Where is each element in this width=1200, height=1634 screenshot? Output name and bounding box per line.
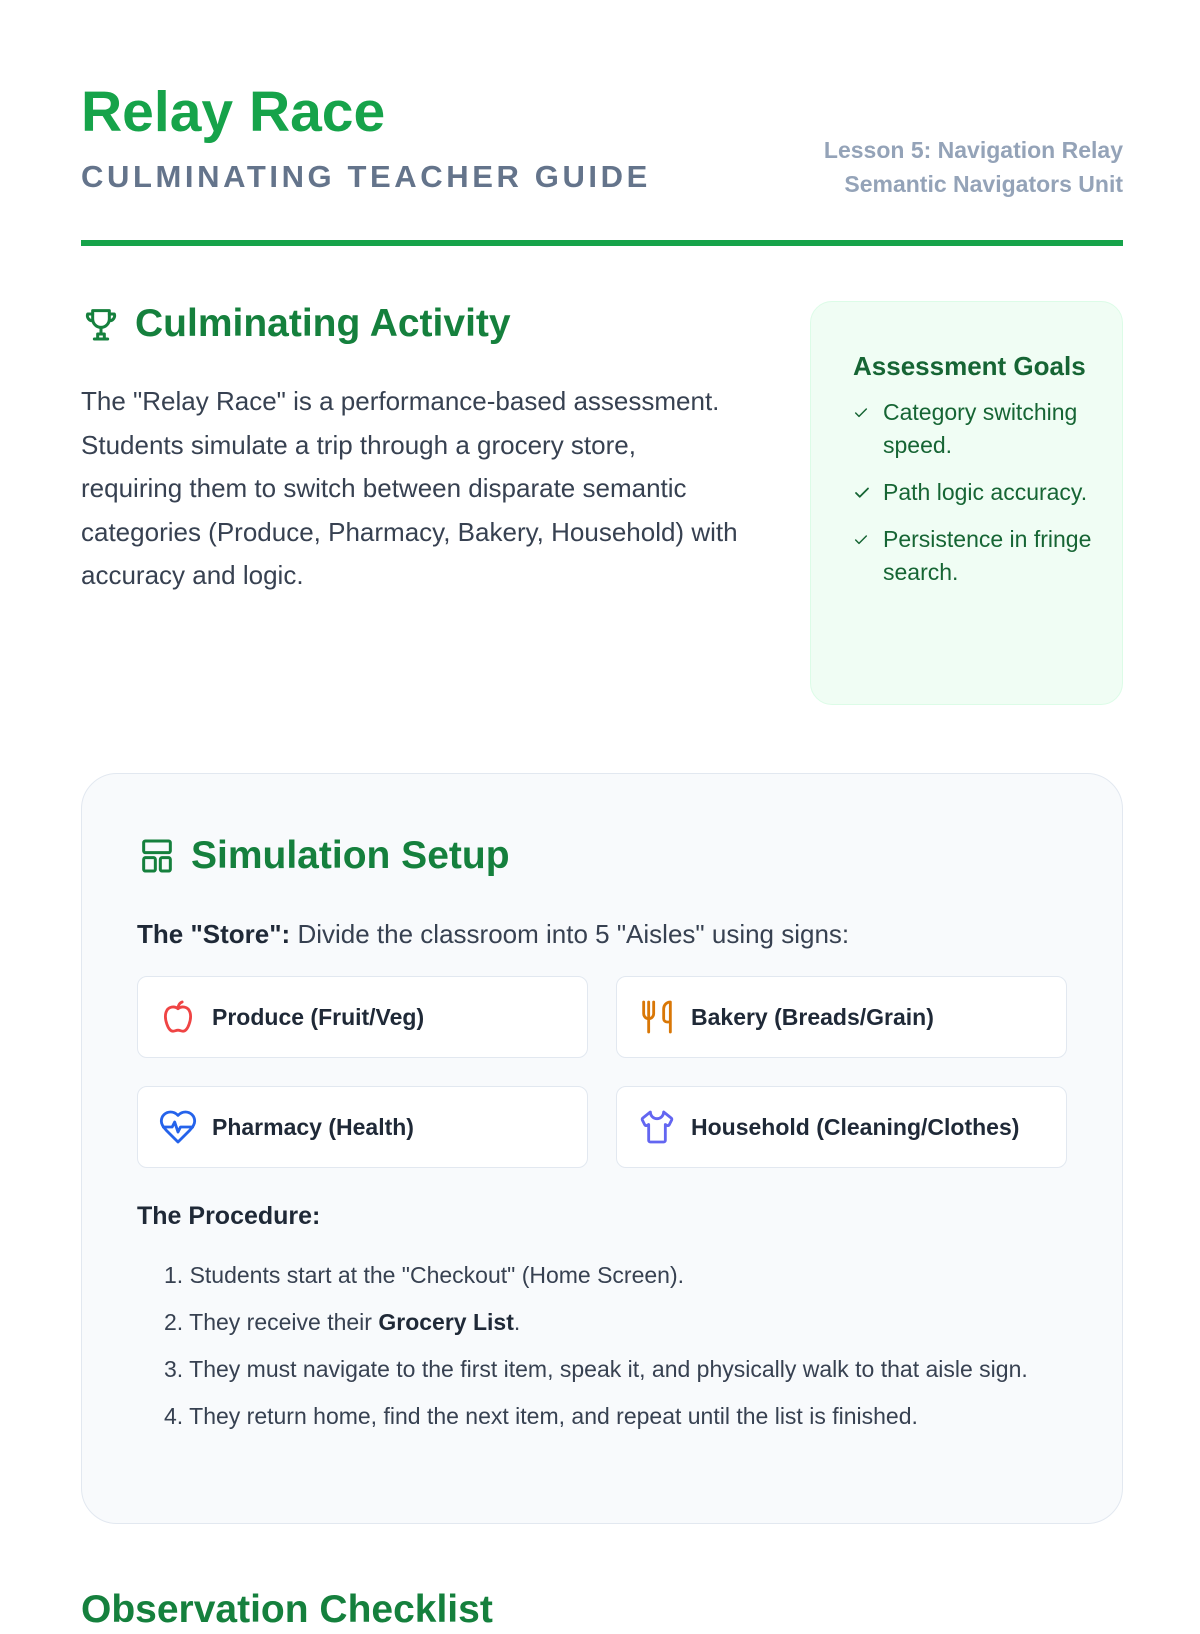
culminating-activity-title: Culminating Activity: [135, 302, 511, 345]
aisle-label: Bakery (Breads/Grain): [691, 1003, 934, 1030]
page-subtitle: CULMINATING TEACHER GUIDE: [81, 159, 651, 194]
goal-text: Persistence in fringe search.: [883, 526, 1092, 585]
shirt-icon: [637, 1107, 677, 1147]
store-instructions: [137, 914, 849, 954]
check-icon: [853, 396, 871, 429]
procedure-step: 4. They return home, find the next item, and repeat until the list is finished.: [164, 1403, 918, 1429]
goal-item: [853, 476, 1092, 509]
grocery-list-term: Grocery List: [378, 1309, 514, 1335]
assessment-goals-list: [853, 396, 1092, 589]
aisle-card-produce: [137, 976, 588, 1058]
header-divider: [81, 240, 1123, 246]
aisle-card-bakery: [616, 976, 1067, 1058]
goal-text: Path logic accuracy.: [883, 479, 1088, 505]
goal-text: Category switching speed.: [883, 399, 1078, 458]
teacher-guide-page: [81, 0, 1123, 1429]
procedure-list: [164, 1258, 1064, 1446]
goal-item: [853, 396, 1092, 462]
store-text: Divide the classroom into 5 "Aisles" using signs:: [290, 919, 850, 949]
check-icon: [853, 476, 871, 509]
page-title: Relay Race: [81, 80, 386, 144]
aisle-card-pharmacy: [137, 1086, 588, 1168]
goal-item: [853, 523, 1092, 589]
aisle-label: Pharmacy (Health): [212, 1113, 414, 1140]
culminating-activity-heading: [81, 300, 741, 348]
trophy-icon: [81, 304, 121, 344]
store-label: The "Store":: [137, 919, 291, 949]
aisle-label: Household (Cleaning/Clothes): [691, 1113, 1020, 1140]
layout-icon: [137, 836, 177, 876]
observation-checklist-heading: Observation Checklist: [81, 1588, 493, 1631]
procedure-step: 3. They must navigate to the first item, speak it, and physically walk to that aisle sign.: [164, 1356, 1028, 1382]
procedure-step: 1. Students start at the "Checkout" (Home Screen).: [164, 1262, 685, 1288]
utensils-icon: [637, 997, 677, 1037]
procedure-step-text: 2. They receive their: [164, 1309, 379, 1335]
procedure-step: [164, 1305, 1064, 1339]
apple-icon: [158, 997, 198, 1037]
simulation-setup-heading: [137, 832, 510, 880]
aisle-grid: [137, 976, 1069, 1168]
simulation-setup-section: [81, 773, 1123, 1524]
aisle-label: Produce (Fruit/Veg): [212, 1003, 425, 1030]
page-header: [81, 0, 1123, 247]
unit-label: Semantic Navigators Unit: [844, 171, 1123, 197]
check-icon: [853, 523, 871, 556]
assessment-goals-title: Assessment Goals: [853, 351, 1086, 381]
procedure-title: The Procedure:: [137, 1202, 321, 1230]
aisle-card-household: [616, 1086, 1067, 1168]
assessment-goals-card: [810, 301, 1123, 705]
lesson-info: [824, 133, 1123, 201]
activity-description: The "Relay Race" is a performance-based assessment. Students simulate a trip through a grocery store, requiring them to switch between disparate semantic categories (Produce, Pharmacy, Bakery, Household) with accuracy and logic.: [81, 386, 738, 590]
culminating-activity-section: [81, 300, 741, 598]
heart-pulse-icon: [158, 1107, 198, 1147]
simulation-setup-title: Simulation Setup: [191, 834, 510, 877]
lesson-label: Lesson 5: Navigation Relay: [823, 137, 1123, 163]
procedure-step-end: .: [513, 1309, 521, 1335]
